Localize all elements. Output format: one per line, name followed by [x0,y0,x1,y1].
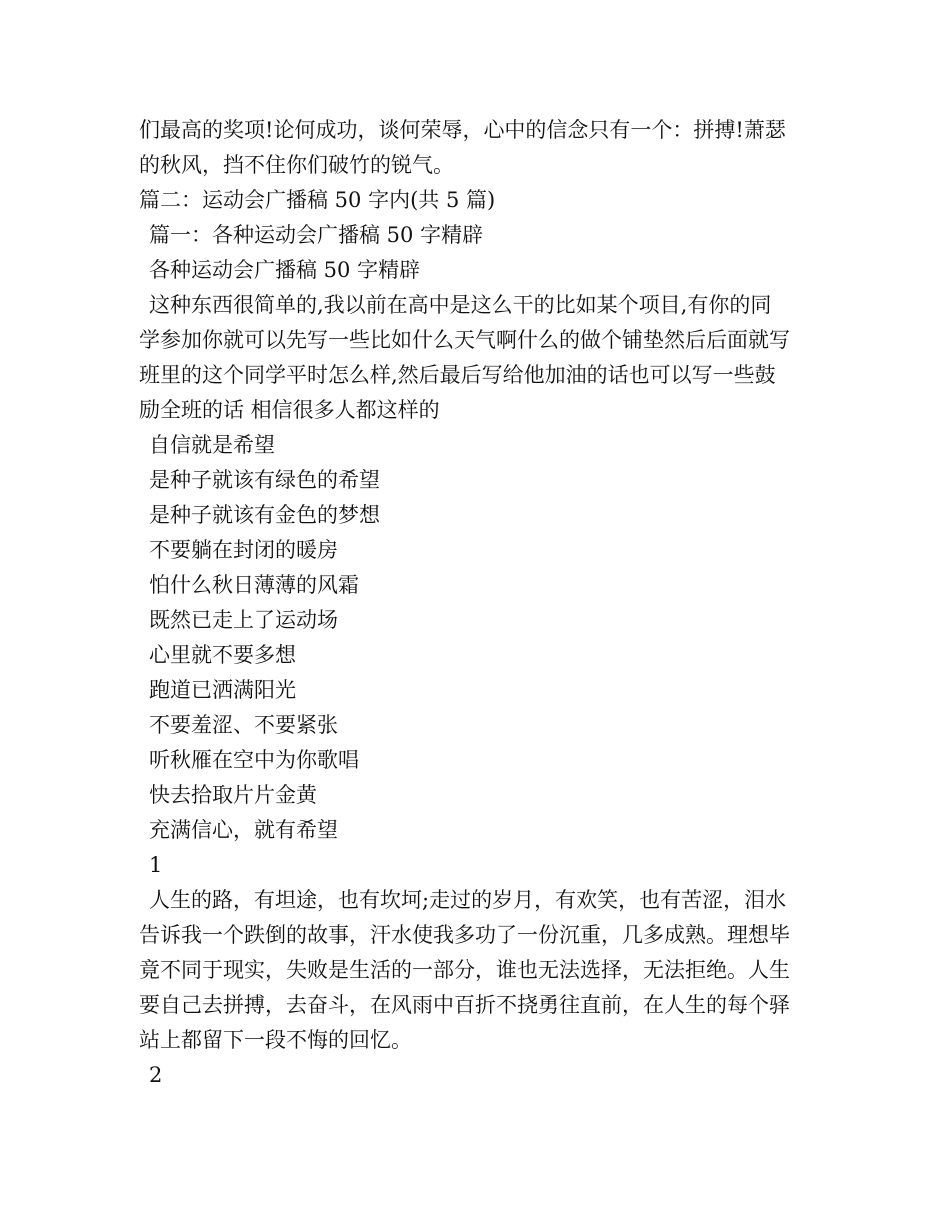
paragraph-line: 人生的路，有坦途，也有坎坷;走过的岁月，有欢笑，也有苦涩，泪水 [149,888,787,912]
item-number: 1 [149,853,163,877]
article-title: 各种运动会广播稿 50 字精辟 [149,258,421,282]
item-number: 2 [149,1063,163,1087]
document-body [139,113,819,1093]
paragraph-line: 学参加你就可以先写一些比如什么天气啊什么的做个铺垫然后后面就写 [139,328,790,352]
poem-line: 怕什么秋日薄薄的风霜 [149,573,359,597]
poem-line: 是种子就该有金色的梦想 [149,503,380,527]
poem-line: 既然已走上了运动场 [149,608,338,632]
poem-line: 充满信心，就有希望 [149,818,338,842]
subsection-heading: 篇一：各种运动会广播稿 50 字精辟 [149,223,484,247]
paragraph-line: 的秋风，挡不住你们破竹的锐气。 [139,153,454,177]
paragraph-line: 站上都留下一段不悔的回忆。 [139,1028,412,1052]
poem-line: 自信就是希望 [149,433,275,457]
poem-line: 不要躺在封闭的暖房 [149,538,338,562]
section-heading: 篇二：运动会广播稿 50 字内(共 5 篇) [139,188,496,212]
poem-line: 听秋雁在空中为你歌唱 [149,748,359,772]
poem-line: 不要羞涩、不要紧张 [149,713,338,737]
paragraph-line: 班里的这个同学平时怎么样,然后最后写给他加油的话也可以写一些鼓 [139,363,776,387]
paragraph-line: 这种东西很简单的,我以前在高中是这么干的比如某个项目,有你的同 [149,293,772,317]
paragraph-line: 告诉我一个跌倒的故事，汗水使我多功了一份沉重，几多成熟。理想毕 [139,923,790,947]
paragraph-line: 竟不同于现实，失败是生活的一部分，谁也无法选择，无法拒绝。人生 [139,958,790,982]
paragraph-line: 们最高的奖项!论何成功，谈何荣辱，心中的信念只有一个：拼搏!萧瑟 [139,118,786,142]
poem-line: 心里就不要多想 [149,643,296,667]
poem-line: 快去拾取片片金黄 [149,783,317,807]
paragraph-line: 励全班的话 相信很多人都这样的 [139,398,440,422]
poem-line: 是种子就该有绿色的希望 [149,468,380,492]
poem-line: 跑道已洒满阳光 [149,678,296,702]
paragraph-line: 要自己去拼搏，去奋斗，在风雨中百折不挠勇往直前，在人生的每个驿 [139,993,790,1017]
